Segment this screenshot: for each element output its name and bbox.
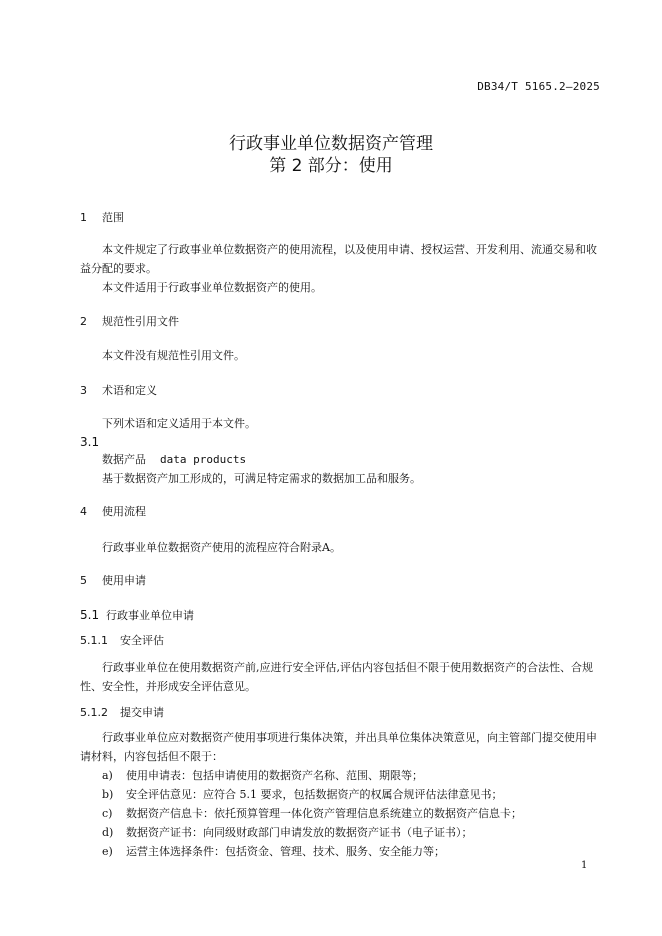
page-number: 1: [581, 860, 588, 871]
section-title: 规范性引用文件: [102, 315, 179, 328]
list-item: [102, 805, 522, 821]
section-number: 5: [80, 574, 87, 587]
term-entry: [102, 450, 246, 470]
section-title: 使用申请: [102, 574, 146, 587]
section-5-1-1-heading: [80, 631, 164, 651]
section-2-paragraph: 本文件没有规范性引用文件。: [102, 349, 245, 362]
section-5-1-2-heading: [80, 703, 164, 723]
section-title: 术语和定义: [102, 384, 157, 397]
section-4-heading: [80, 502, 146, 522]
section-number: 4: [80, 505, 87, 518]
list-text: 数据资产证书：向同级财政部门申请发放的数据资产证书（电子证书）；: [126, 826, 473, 839]
list-item: [102, 824, 473, 840]
section-1-paragraph-2: 本文件适用于行政事业单位数据资产的使用。: [102, 281, 322, 294]
document-code: DB34/T 5165.2—2025: [477, 80, 600, 93]
list-text: 数据资产信息卡：依托预算管理一体化资产管理信息系统建立的数据资产信息卡；: [126, 807, 522, 820]
list-item: [102, 786, 502, 802]
section-title: 使用流程: [102, 505, 146, 518]
section-number: 2: [80, 315, 87, 328]
section-5-heading: [80, 571, 146, 591]
term-chinese: 数据产品: [102, 453, 146, 466]
list-marker: e): [102, 845, 113, 858]
list-marker: d): [102, 826, 114, 839]
section-3-paragraph: 下列术语和定义适用于本文件。: [102, 417, 256, 430]
section-title: 提交申请: [120, 706, 164, 719]
document-subtitle: 第 2 部分：使用: [269, 156, 393, 176]
section-number: 1: [80, 211, 87, 224]
section-title: 范围: [102, 211, 124, 224]
list-text: 使用申请表：包括申请使用的数据资产名称、范围、期限等；: [126, 769, 423, 782]
term-number: 3.1: [80, 435, 100, 449]
list-marker: b): [102, 788, 114, 801]
term-english: data products: [160, 453, 247, 466]
section-title: 安全评估: [120, 634, 164, 647]
list-text: 运营主体选择条件：包括资金、管理、技术、服务、安全能力等；: [126, 845, 445, 858]
section-1-paragraph-1: 本文件规定了行政事业单位数据资产的使用流程，以及使用申请、授权运营、开发利用、流通交易和收益分配的要求。: [80, 243, 597, 275]
list-text: 安全评估意见：应符合 5.1 要求，包括数据资产的权属合规评估法律意见书；: [126, 788, 503, 801]
term-definition: 基于数据资产加工形成的，可满足特定需求的数据加工品和服务。: [102, 472, 421, 485]
section-3-heading: [80, 381, 157, 401]
document-title: 行政事业单位数据资产管理: [229, 134, 433, 154]
section-5-1-2-paragraph: 行政事业单位应对数据资产使用事项进行集体决策，并出具单位集体决策意见，向主管部门提交使用申请材料，内容包括但不限于：: [80, 731, 597, 763]
section-2-heading: [80, 312, 179, 332]
section-4-paragraph: 行政事业单位数据资产使用的流程应符合附录A。: [102, 541, 341, 554]
list-marker: a): [102, 769, 113, 782]
section-number: 5.1.2: [80, 706, 108, 719]
section-1-heading: [80, 208, 124, 228]
section-number: 5.1: [80, 608, 100, 622]
section-5-1-heading: [80, 605, 194, 626]
list-item: [102, 843, 445, 859]
list-item: [102, 767, 423, 783]
section-5-1-1-paragraph: 行政事业单位在使用数据资产前,应进行安全评估,评估内容包括但不限于使用数据资产的合法性、合规性、安全性，并形成安全评估意见。: [80, 661, 593, 693]
section-number: 5.1.1: [80, 634, 108, 647]
list-marker: c): [102, 807, 113, 820]
section-title: 行政事业单位申请: [106, 609, 194, 622]
section-number: 3: [80, 384, 87, 397]
